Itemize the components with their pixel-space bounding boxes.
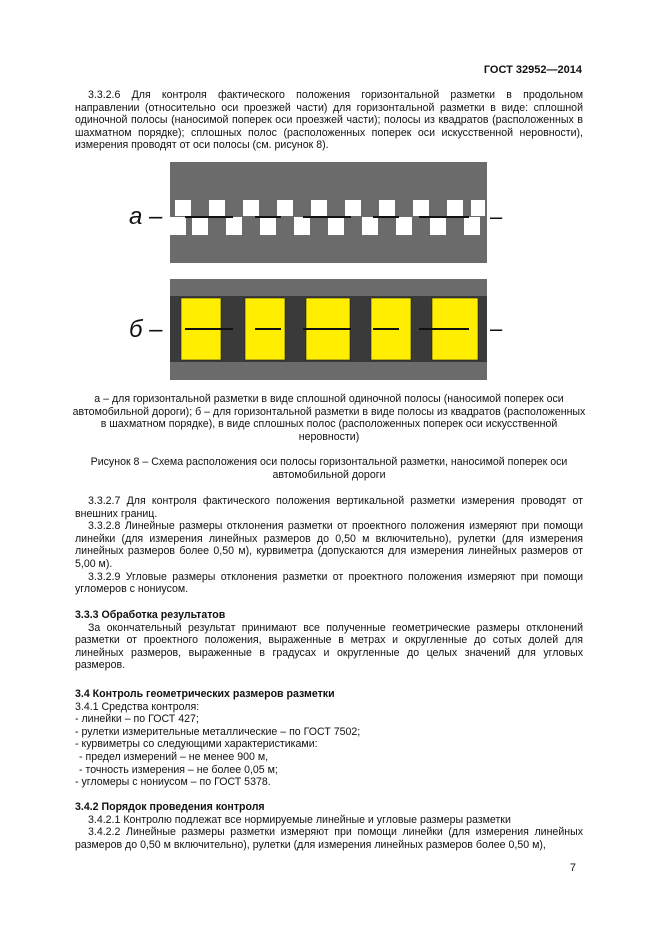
paragraph-3-3-2-8: 3.3.2.8 Линейные размеры отклонения разметки от проектного положения измеряют при помощи линейки (для измерения линейных размеров до 0,50 м включительно), рулетки (для измерения линейных размеров более 0,50 м), курвиметра (допускаются для измерения линейных размеров от 5,00 м). xyxy=(75,520,583,570)
label-a: а – xyxy=(129,203,163,230)
figure-caption: Рисунок 8 – Схема расположения оси полосы горизонтальной разметки, наносимой поперек оси автомобильной дороги xyxy=(90,456,568,481)
label-b: б – xyxy=(129,316,163,343)
paragraph-3-3-2-6: 3.3.2.6 Для контроля фактического положения горизонтальной разметки в продольном направлении (относительно оси проезжей части) для горизонтальной разметки в виде: сплошной одиночной полосы (наносимой поперек оси проезжей части); полосы из квадратов (расположенных в шахматном порядке); сплошных полос (расположенных поперек оси искусственной неровности), измерения проводят от оси полосы (см. рисунок 8). xyxy=(75,89,583,152)
list-item: - курвиметры со следующими характеристиками: xyxy=(75,738,318,751)
document-header: ГОСТ 32952—2014 xyxy=(483,64,582,76)
section-3-4-1-intro: 3.4.1 Средства контроля: xyxy=(75,700,200,713)
paragraph-3-4-2-2: 3.4.2.2 Линейные размеры разметки измеряют при помощи линейки (для измерения линейных размеров до 0,50 м включительно), рулетки (для измерения линейных размеров более 0,50 м), xyxy=(75,826,583,851)
paragraph-3-3-2-9: 3.3.2.9 Угловые размеры отклонения разметки от проектного положения измеряют при помощи угломеров с нониусом. xyxy=(75,570,583,596)
dash-right-a: – xyxy=(490,204,503,229)
section-3-3-3-text: За окончательный результат принимают все полученные геометрические размеры отклонений разметки от проектного положения, выраженные в метрах и округленные до сотых долей для линейных размеров, выраженные в градусах и округленные до целых значений для угловых размеров. xyxy=(75,621,583,672)
section-3-3-3-title: 3.3.3 Обработка результатов xyxy=(75,609,226,621)
section-3-4-2-title: 3.4.2 Порядок проведения контроля xyxy=(75,801,265,813)
dash-right-b: – xyxy=(490,316,503,341)
section-3-4-title: 3.4 Контроль геометрических размеров разметки xyxy=(75,688,335,700)
figure-legend: а – для горизонтальной разметки в виде сплошной одиночной полосы (наносимой поперек оси автомобильной дороги); б – для горизонтальной разметки в виде полосы из квадратов (расположенных в шахматном порядке), в виде сплошных полос (расположенных поперек оси искусственной неровности) xyxy=(72,393,586,443)
list-item: - рулетки измерительные металлические – по ГОСТ 7502; xyxy=(75,725,361,738)
paragraph-3-4-2-1: 3.4.2.1 Контролю подлежат все нормируемые линейные и угловые размеры разметки xyxy=(88,813,511,826)
paragraph-3-3-2-7: 3.3.2.7 Для контроля фактического положения вертикальной разметки измерения проводят от внешних границ. xyxy=(75,495,583,520)
list-item: - точность измерения – не более 0,05 м; xyxy=(79,763,278,776)
list-item: - линейки – по ГОСТ 427; xyxy=(75,713,199,726)
list-item: - предел измерений – не менее 900 м, xyxy=(79,750,269,763)
page-number: 7 xyxy=(569,862,576,874)
list-item: - угломеры с нониусом – по ГОСТ 5378. xyxy=(75,776,271,789)
figure-8 xyxy=(125,162,515,380)
